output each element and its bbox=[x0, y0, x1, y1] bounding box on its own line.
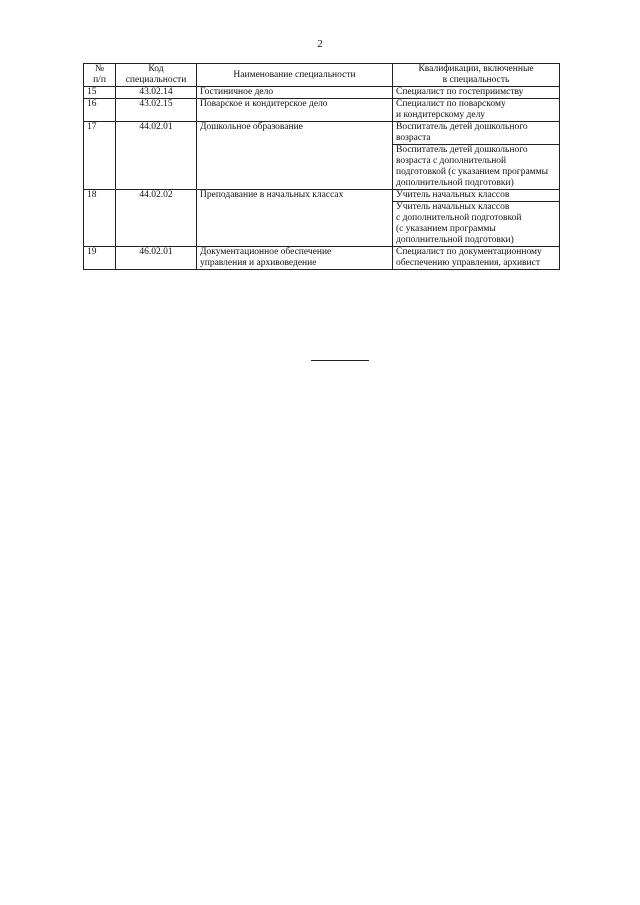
header-qualifications bbox=[393, 64, 560, 87]
row-specialty-name: Дошкольное образование bbox=[197, 122, 393, 190]
header-code bbox=[116, 64, 197, 87]
row-code: 46.02.01 bbox=[116, 247, 197, 270]
header-code-line-1: Код bbox=[148, 64, 164, 74]
row-qualification: Специалист по гостеприимству bbox=[393, 87, 560, 99]
row-number: 15 bbox=[84, 87, 116, 99]
header-number bbox=[84, 64, 116, 87]
row-qualification: Учитель начальных классов с дополнительной подготовкой (с указанием программы дополнительной подготовки) bbox=[393, 202, 560, 247]
row-qualification: Учитель начальных классов bbox=[393, 190, 560, 202]
row-qualification: Воспитатель детей дошкольного возраста с дополнительной подготовкой (с указанием программы дополнительной подготовки) bbox=[393, 145, 560, 190]
row-specialty-name: Гостиничное дело bbox=[197, 87, 393, 99]
row-number: 16 bbox=[84, 99, 116, 122]
table-row bbox=[84, 190, 560, 202]
page-number: 2 bbox=[317, 38, 323, 50]
specialties-table bbox=[83, 63, 560, 270]
row-qualification: Воспитатель детей дошкольного возраста bbox=[393, 122, 560, 145]
header-code-line-2: специальности bbox=[125, 75, 187, 85]
header-name-line-1: Наименование специальности bbox=[233, 69, 356, 80]
row-code: 44.02.01 bbox=[116, 122, 197, 190]
header-number-line-2: п/п bbox=[93, 75, 106, 85]
row-qualification: Специалист по документационному обеспечению управления, архивист bbox=[393, 247, 560, 270]
row-number: 19 bbox=[84, 247, 116, 270]
row-qualification: Специалист по поварскому и кондитерскому делу bbox=[393, 99, 560, 122]
header-qualifications-line-2: в специальность bbox=[442, 75, 510, 85]
row-specialty-name: Документационное обеспечение управления и архивоведение bbox=[197, 247, 393, 270]
table-row bbox=[84, 247, 560, 270]
row-code: 43.02.15 bbox=[116, 99, 197, 122]
row-specialty-name: Преподавание в начальных классах bbox=[197, 190, 393, 247]
table-row bbox=[84, 87, 560, 99]
row-code: 44.02.02 bbox=[116, 190, 197, 247]
header-number-line-1: № bbox=[94, 64, 105, 74]
row-code: 43.02.14 bbox=[116, 87, 197, 99]
header-name bbox=[197, 64, 393, 87]
table-row bbox=[84, 122, 560, 145]
header-qualifications-line-1: Квалификации, включенные bbox=[418, 64, 534, 74]
table-header-row bbox=[84, 64, 560, 87]
table-row bbox=[84, 99, 560, 122]
row-number: 18 bbox=[84, 190, 116, 247]
row-number: 17 bbox=[84, 122, 116, 190]
end-of-document-rule bbox=[311, 360, 369, 361]
row-specialty-name: Поварское и кондитерское дело bbox=[197, 99, 393, 122]
